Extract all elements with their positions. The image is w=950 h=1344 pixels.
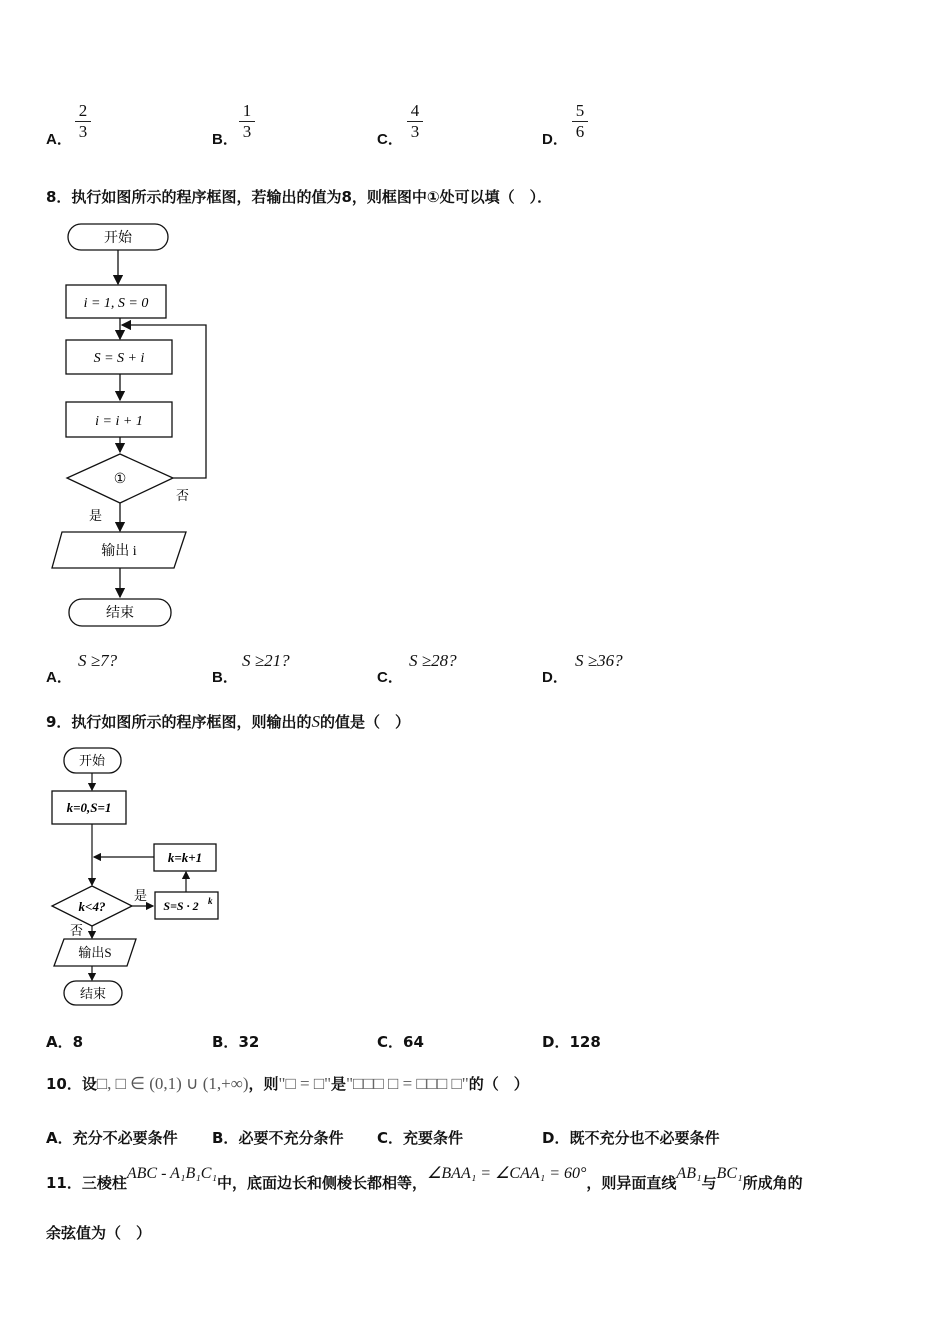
q11-angle: ∠BAA₁ = ∠CAA₁ = 60° [427, 1165, 587, 1182]
flow2-update-label: k=k+1 [167, 850, 203, 865]
flow2-no-label: 否 [70, 923, 84, 938]
q9-stem-var: S [311, 712, 320, 731]
q8-option-a-text: S ≥7? [78, 651, 118, 670]
flow2-condition-label: k<4? [78, 899, 106, 914]
flow2-start-label: 开始 [78, 753, 106, 768]
flow-output-label: 输出 i [101, 544, 137, 559]
q7-option-b-letter: B． [212, 131, 238, 148]
q10-stem-prefix: 10．设 [46, 1075, 97, 1093]
flow2-body-label: S=S · 2 [163, 899, 199, 913]
q9-option-a: A．8 [46, 1033, 84, 1051]
q7-option-c-fraction: $\frac{4}{3}$ [407, 101, 423, 142]
q11-stem-suffix: 所成角的 [742, 1174, 803, 1192]
q9-stem [46, 711, 410, 732]
flow2-end-label: 结束 [79, 986, 107, 1001]
flow2-body-exponent: k [208, 896, 213, 906]
q7-option-d-fraction: $\frac{5}{6}$ [572, 101, 588, 142]
flow-increment-label: i = i + 1 [95, 414, 143, 429]
q10-stem-is: 是 [331, 1075, 347, 1093]
q7-option-a-letter: A． [46, 131, 72, 148]
q10-option-d: D．既不充分也不必要条件 [542, 1129, 720, 1147]
q10-stem [46, 1073, 529, 1094]
q7-option-c-letter: C． [377, 131, 403, 148]
q8-option-d-text: S ≥36? [575, 651, 623, 670]
flow-yes-label: 是 [89, 508, 103, 523]
flow-end-label: 结束 [106, 606, 134, 621]
q8-option-b-letter: B． [212, 669, 238, 686]
q10-option-c: C．充要条件 [377, 1129, 464, 1147]
q10-stem-condition2: "□□□ □ = □□□ □" [346, 1074, 469, 1093]
q7-option-d-letter: D． [542, 131, 568, 148]
q7-option-a-fraction: $\frac{2}{3}$ [75, 101, 91, 142]
q11-stem-prefix: 11．三棱柱 [46, 1174, 127, 1192]
flow-no-label: 否 [176, 488, 190, 503]
q9-stem-suffix: 的值是（ ） [319, 713, 410, 731]
q11-stem-middle: 中，底面边长和侧棱长都相等， [217, 1174, 428, 1192]
flow-condition-label: ① [113, 472, 127, 487]
q10-stem-set: □, □ ∈ (0,1) ∪ (1,+∞) [96, 1074, 249, 1093]
flow-sum-label: S = S + i [93, 351, 145, 366]
q7-option-b-fraction: $\frac{1}{3}$ [239, 101, 255, 142]
q11-line1: AB₁ [676, 1165, 702, 1182]
flow2-init-label: k=0,S=1 [66, 800, 112, 815]
q10-stem-condition1: "□ = □" [278, 1074, 332, 1093]
q11-prism: ABC - A₁B₁C₁ [126, 1165, 218, 1182]
q11-stem-and: 与 [701, 1174, 717, 1192]
flow2-yes-label: 是 [134, 888, 148, 903]
q8-option-d-letter: D． [542, 669, 568, 686]
q11-stem [46, 1165, 803, 1193]
q8-option-a-letter: A． [46, 669, 72, 686]
q9-option-b: B．32 [212, 1033, 260, 1051]
flow-init-label: i = 1, S = 0 [83, 296, 149, 311]
q9-flowchart [44, 744, 234, 1012]
q8-option-c-text: S ≥28? [409, 651, 457, 670]
q10-stem-then: ，则 [248, 1075, 279, 1093]
q10-option-a: A．充分不必要条件 [46, 1129, 178, 1147]
q9-stem-prefix: 9．执行如图所示的程序框图，则输出的 [46, 713, 312, 731]
q10-stem-suffix: 的（ ） [468, 1075, 529, 1093]
q9-option-c: C．64 [377, 1033, 424, 1051]
q11-line2: BC₁ [716, 1165, 743, 1182]
q8-option-b-text: S ≥21? [242, 651, 290, 670]
q8-stem: 8．执行如图所示的程序框图，若输出的值为8，则框图中①处可以填（ ）． [46, 188, 553, 206]
q11-stem-lines: ，则异面直线 [586, 1174, 677, 1192]
flow2-output-label: 输出S [78, 945, 112, 960]
flow-start-label: 开始 [104, 231, 132, 246]
q10-option-b: B．必要不充分条件 [212, 1129, 344, 1147]
q11-stem-continued: 余弦值为（ ） [46, 1224, 152, 1242]
q9-option-d: D．128 [542, 1033, 601, 1051]
q8-flowchart [40, 215, 210, 635]
q8-option-c-letter: C． [377, 669, 403, 686]
